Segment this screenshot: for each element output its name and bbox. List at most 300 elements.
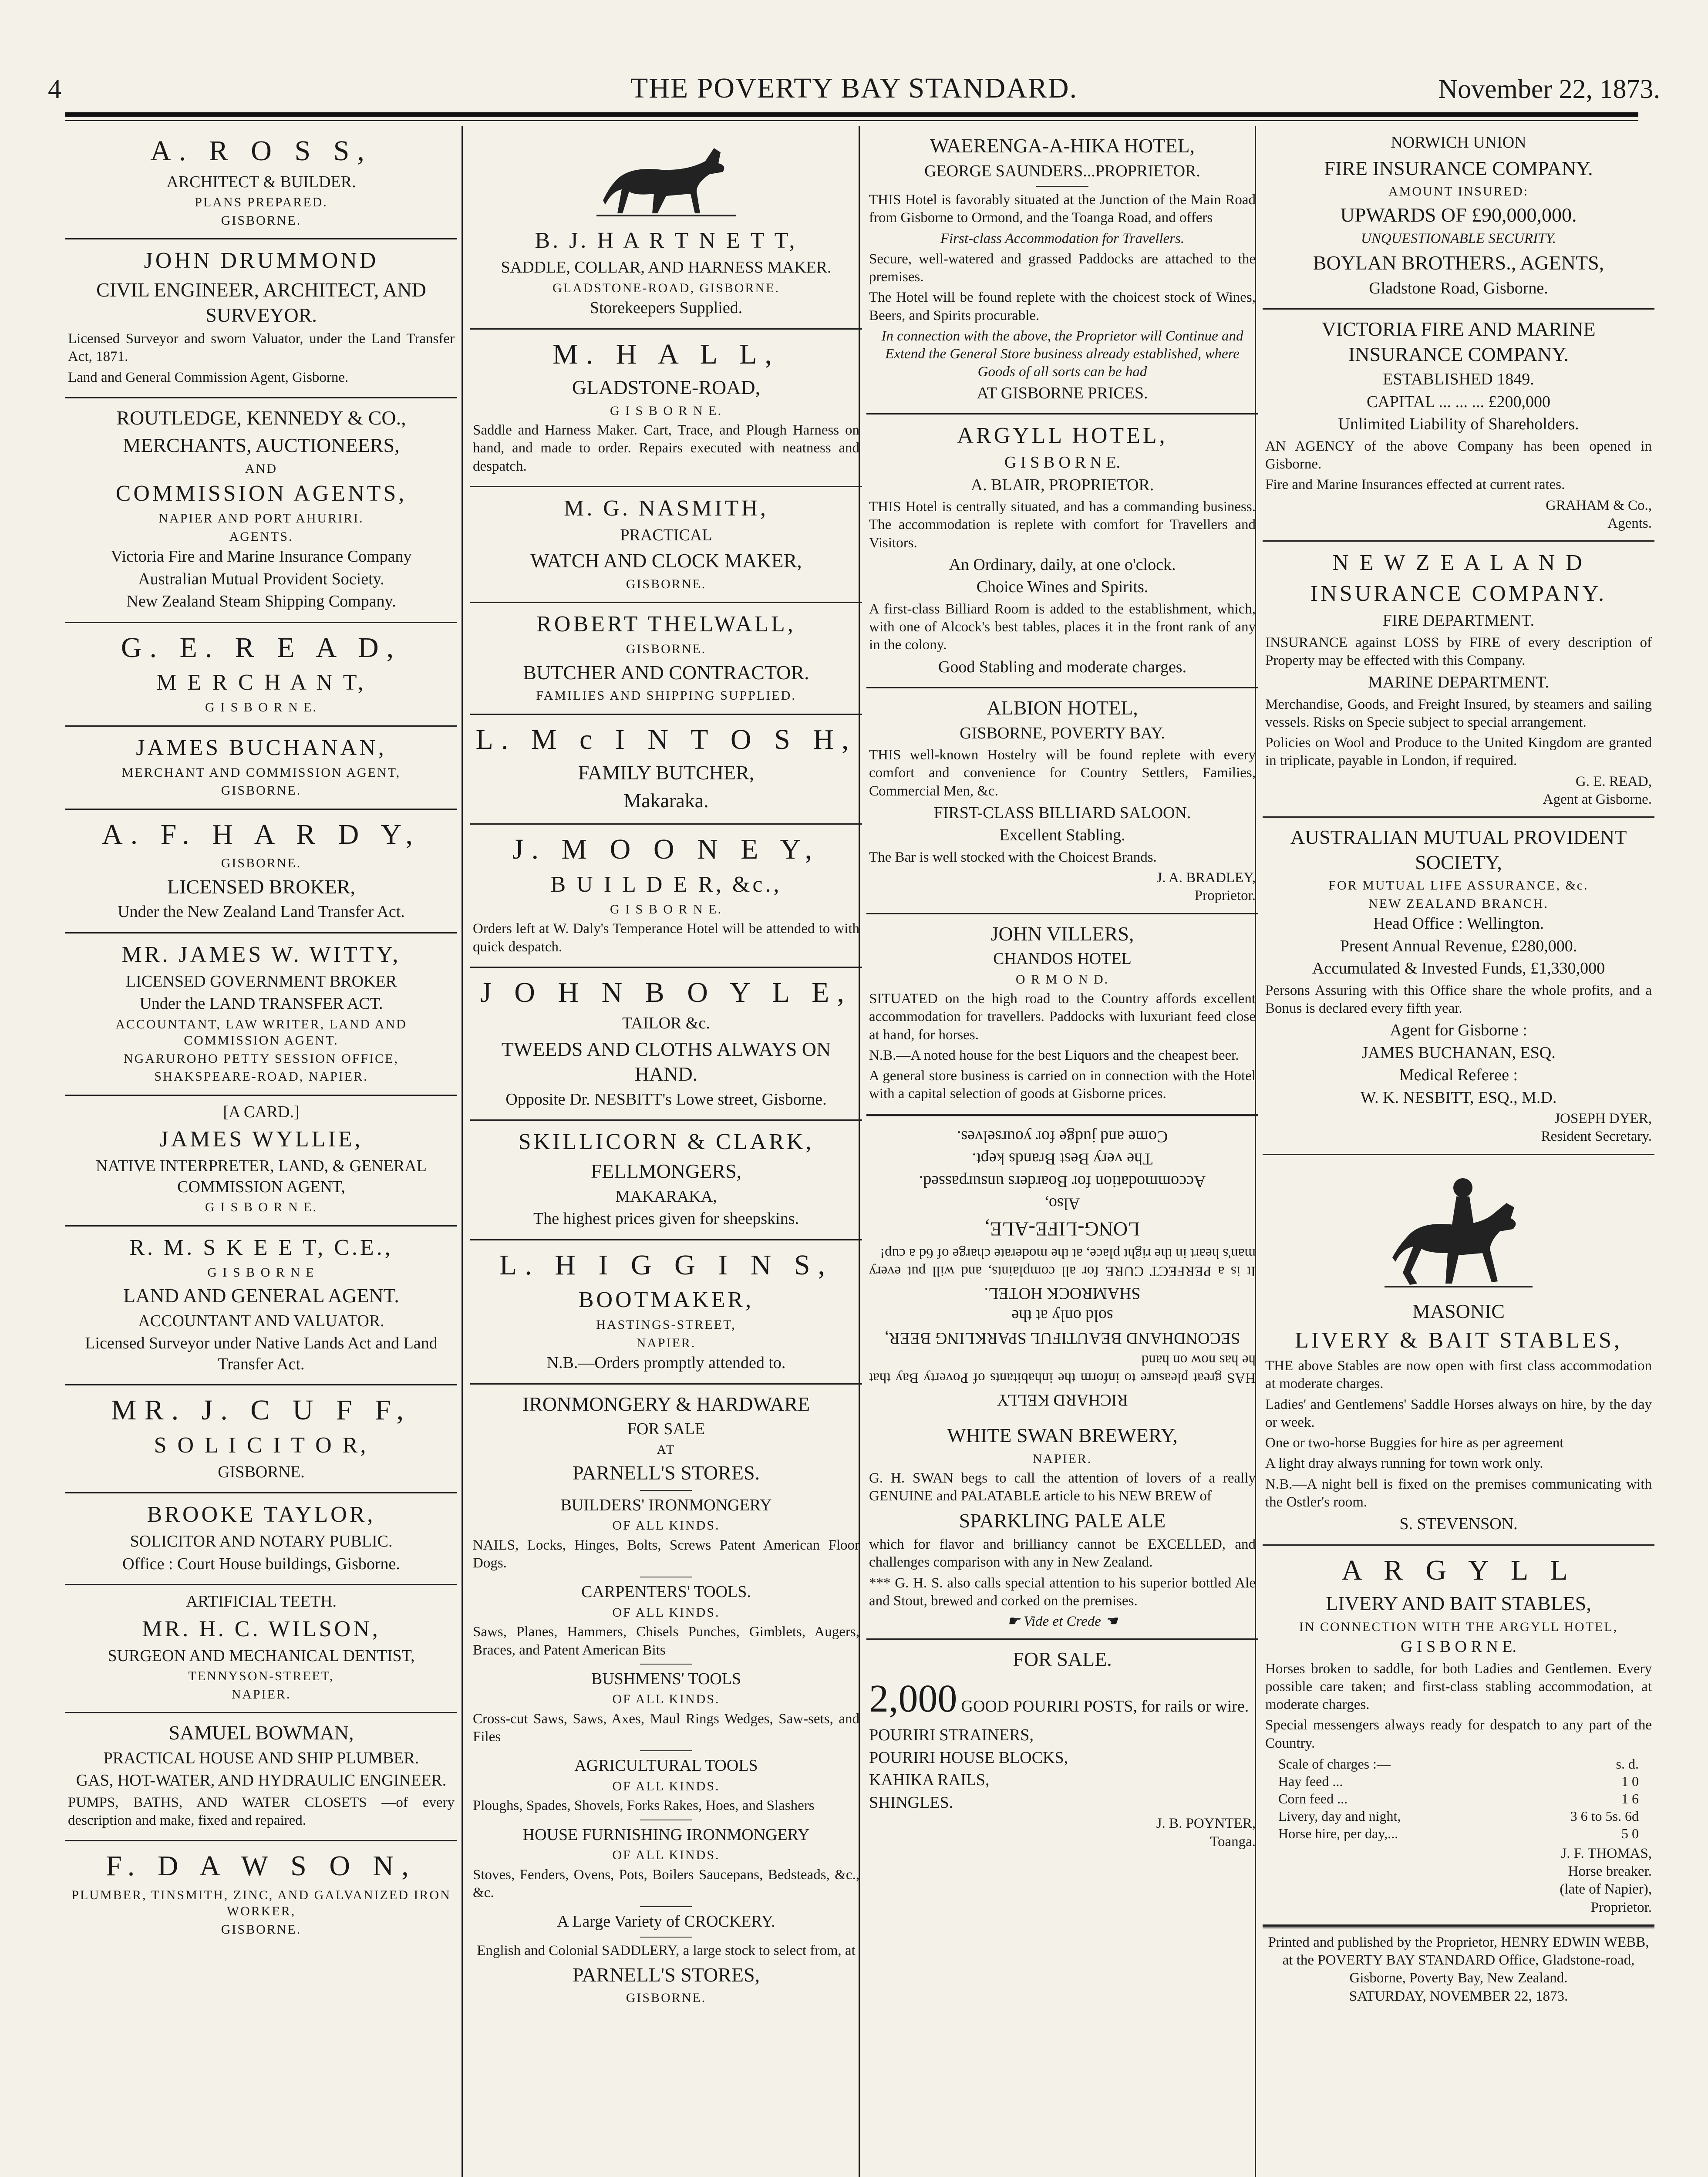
- ad-thelwall: [470, 603, 862, 715]
- ad-line: FELLMONGERS,: [590, 1160, 742, 1183]
- ad-body: Special messengers always ready for despatch to any part of the Country.: [1265, 1717, 1652, 1751]
- fee-label: Scale of charges :—: [1278, 1756, 1391, 1772]
- ad-title: R. M. S K E E T, C.E.,: [129, 1235, 393, 1260]
- ad-boyle: [470, 968, 862, 1121]
- ad-line: LIVERY AND BAIT STABLES,: [1326, 1592, 1591, 1614]
- ad-line: BUILDERS' IRONMONGERY: [560, 1496, 772, 1514]
- ad-body: Persons Assuring with this Office share the whole profits, and a Bonus is declared every fifth year.: [1265, 982, 1652, 1016]
- ad-hall: [470, 330, 862, 487]
- ad-line: FAMILY BUTCHER,: [578, 762, 755, 784]
- ad-line: ACCOUNTANT, LAW WRITER, LAND AND COMMISSION AGENT.: [115, 1017, 407, 1048]
- ad-signature: J. F. THOMAS,: [1561, 1845, 1652, 1861]
- ad-witty: [65, 933, 457, 1096]
- ad-line: Choice Wines and Spirits.: [976, 578, 1149, 596]
- ad-body: A light dray always running for town work only.: [1265, 1456, 1543, 1472]
- ad-line: ARTIFICIAL TEETH.: [185, 1592, 337, 1611]
- ad-line: BOYLAN BROTHERS., AGENTS,: [1313, 252, 1604, 274]
- fee-row: [1278, 1807, 1639, 1825]
- ad-line: The highest prices given for sheepskins.: [533, 1210, 799, 1228]
- ad-mooney: [470, 825, 862, 968]
- ad-white-swan: [866, 1416, 1258, 1640]
- ad-line: N.B.—Orders promptly attended to.: [546, 1354, 786, 1372]
- fee-row: [1278, 1773, 1639, 1790]
- ad-kelly-upside-down: [866, 1115, 1258, 1416]
- ad-body: A general store business is carried on in connection with the Hotel with a capital selection of goods at Gisborne prices.: [869, 1068, 1256, 1102]
- ad-line: PLUMBER, TINSMITH, ZINC, AND GALVANIZED IRON WORKER,: [71, 1887, 451, 1919]
- ad-line: Victoria Fire and Marine Insurance Company: [111, 547, 412, 566]
- ad-body: THIS well-known Hostelry will be found replete with every comfort and convenience for Country Settlers, Families, Commercial Men, &c.: [869, 747, 1256, 799]
- ad-line: TAILOR &c.: [622, 1014, 710, 1033]
- ad-line: Accommodation for Boarders unsurpassed.: [919, 1172, 1206, 1190]
- ad-line: MARINE DEPARTMENT.: [1368, 673, 1549, 691]
- motto: [869, 1613, 1256, 1631]
- ad-body: Policies on Wool and Produce to the United Kingdom are granted in triplicate, payable in London, if required.: [1265, 735, 1652, 769]
- ad-mcintosh: [470, 715, 862, 825]
- ad-argyll-hotel: [866, 415, 1258, 688]
- ad-signature: G. E. READ,: [1575, 773, 1652, 789]
- ad-line: FIRE DEPARTMENT.: [1382, 611, 1535, 630]
- ad-line: G I S B O R N E: [207, 1265, 315, 1280]
- ad-signature: Proprietor.: [1590, 1899, 1652, 1915]
- ad-line: sold only at the: [1011, 1306, 1113, 1325]
- ad-title: G. E. R E A D,: [121, 631, 402, 664]
- ad-line: PARNELL'S STORES.: [572, 1462, 760, 1484]
- ad-for-sale: [866, 1640, 1258, 1859]
- ad-signature: GRAHAM & Co.,: [1546, 497, 1652, 513]
- ad-title: ARGYLL HOTEL,: [957, 423, 1168, 448]
- ad-line: PRACTICAL HOUSE AND SHIP PLUMBER.: [103, 1749, 419, 1767]
- fee-value: 1 6: [1621, 1790, 1639, 1806]
- divider: [640, 1750, 692, 1751]
- ad-line: MERCHANTS, AUCTIONEERS,: [123, 434, 400, 457]
- ad-body: THIS Hotel is centrally situated, and has a commanding business. The accommodation is replete with comfort for Travellers and Visitors.: [869, 499, 1256, 551]
- ad-line: SURGEON AND MECHANICAL DENTIST,: [108, 1646, 415, 1665]
- ad-body: Merchandise, Goods, and Freight Insured, by steamers and sailing vessels. Risks on Specie subject to special arrangement.: [1265, 696, 1652, 730]
- ad-body: AN AGENCY of the above Company has been opened in Gisborne.: [1265, 438, 1652, 472]
- ad-line: WATCH AND CLOCK MAKER,: [530, 549, 802, 572]
- ad-line: NGARUROHO PETTY SESSION OFFICE,: [124, 1051, 399, 1066]
- ad-wyllie: [65, 1096, 457, 1227]
- ad-title: IRONMONGERY & HARDWARE: [522, 1392, 810, 1415]
- ad-line: ACCOUNTANT AND VALUATOR.: [138, 1311, 384, 1330]
- ad-line: S O L I C I T O R,: [154, 1432, 369, 1458]
- ad-title: ROBERT THELWALL,: [536, 612, 796, 637]
- ad-hardy: [65, 810, 457, 933]
- ad-body: It is a PERFECT CURE for all complaints, and will put every man's heart in the right place, at the moderate charge of 6d a cup!: [869, 1245, 1256, 1279]
- ad-line: COMMISSION AGENTS,: [115, 481, 407, 506]
- ad-line: TWEEDS AND CLOTHS ALWAYS ON HAND.: [501, 1038, 831, 1085]
- ad-line: SOLICITOR AND NOTARY PUBLIC.: [130, 1532, 393, 1551]
- ad-line: GLADSTONE-ROAD,: [572, 376, 761, 398]
- fee-label: Hay feed ...: [1278, 1773, 1343, 1789]
- ad-body: INSURANCE against LOSS by FIRE of every description of Property may be effected with this Company.: [1265, 634, 1652, 668]
- ad-body: G. H. SWAN begs to call the attention of lovers of a really GENUINE and PALATABLE article to his NEW BREW of: [869, 1470, 1256, 1504]
- ad-line: LAND AND GENERAL AGENT.: [123, 1284, 399, 1307]
- ad-line: G I S B O R N E.: [1004, 453, 1121, 472]
- ad-line: Medical Referee :: [1399, 1066, 1518, 1084]
- ad-line: TENNYSON-STREET,: [188, 1669, 334, 1684]
- ad-line: PRACTICAL: [620, 526, 712, 544]
- fee-label: Livery, day and night,: [1278, 1808, 1401, 1824]
- column-1: [65, 126, 457, 2177]
- ad-line: NAPIER AND PORT AHURIRI.: [158, 511, 364, 526]
- ad-wilson: [65, 1585, 457, 1713]
- ad-line: FIRST-CLASS BILLIARD SALOON.: [933, 803, 1191, 822]
- ad-body: Ploughs, Spades, Shovels, Forks Rakes, Hoes, and Slashers: [473, 1798, 815, 1814]
- ad-body: Fire and Marine Insurances effected at current rates.: [1265, 477, 1565, 493]
- ad-hartnett: [470, 126, 862, 330]
- ad-title: ALBION HOTEL,: [987, 697, 1138, 719]
- ad-title: SAMUEL BOWMAN,: [168, 1722, 354, 1744]
- ad-title: JOHN VILLERS,: [990, 922, 1134, 945]
- fee-label: Corn feed ...: [1278, 1790, 1348, 1806]
- ad-norwich: [1263, 126, 1654, 310]
- page-number: 4: [48, 74, 61, 104]
- sale-quantity: 2,000: [869, 1677, 957, 1720]
- ad-line: GISBORNE.: [626, 1991, 707, 2005]
- ad-line: GISBORNE.: [626, 642, 707, 657]
- ad-line: M E R C H A N T,: [156, 670, 366, 695]
- ad-line: AGENTS.: [229, 529, 293, 544]
- ad-title: MR. JAMES W. WITTY,: [121, 942, 401, 967]
- ad-line: FAMILIES AND SHIPPING SUPPLIED.: [536, 688, 796, 703]
- ad-line: MERCHANT AND COMMISSION AGENT,: [121, 765, 401, 780]
- ad-line: AMOUNT INSURED:: [1388, 184, 1529, 199]
- ad-line: A. BLAIR, PROPRIETOR.: [970, 475, 1154, 494]
- ad-body: N.B.—A night bell is fixed on the premises communicating with the Ostler's room.: [1265, 1476, 1652, 1510]
- ad-line: GISBORNE.: [221, 783, 302, 798]
- ad-argyll-stables: [1263, 1546, 1654, 1926]
- ad-waerenga: [866, 126, 1258, 415]
- ad-signature: S. STEVENSON.: [1399, 1515, 1518, 1533]
- ad-read: [65, 623, 457, 727]
- fee-row: [1278, 1790, 1639, 1807]
- ad-body: Land and General Commission Agent, Gisborne.: [68, 369, 349, 385]
- fee-value: s. d.: [1616, 1756, 1639, 1772]
- sale-item: SHINGLES.: [869, 1793, 953, 1812]
- ad-line: Opposite Dr. NESBITT's Lowe street, Gisborne.: [505, 1090, 827, 1109]
- ad-body: SITUATED on the high road to the Country affords excellent accommodation for travellers. Paddocks with luxuriant feed close at hand, for horses.: [869, 991, 1256, 1043]
- ad-line: GISBORNE.: [218, 1463, 305, 1481]
- ad-parnell: [470, 1385, 862, 2016]
- ad-title: M. H A L L,: [552, 338, 780, 370]
- ad-line: NAPIER.: [1032, 1451, 1092, 1466]
- sale-item: POURIRI STRAINERS,: [869, 1726, 1034, 1745]
- ad-line: G I S B O R N E.: [205, 1200, 317, 1215]
- ad-line: The very Best Brands kept.: [972, 1149, 1153, 1168]
- ad-title: WHITE SWAN BREWERY,: [947, 1424, 1178, 1446]
- ad-line: GISBORNE.: [221, 856, 302, 871]
- ad-line: SPARKLING PALE ALE: [959, 1509, 1166, 1532]
- imprint-date: SATURDAY, NOVEMBER 22, 1873.: [1349, 1988, 1568, 2004]
- ad-line: GEORGE SAUNDERS...PROPRIETOR.: [924, 162, 1200, 180]
- ad-line: Good Stabling and moderate charges.: [938, 657, 1187, 676]
- ad-title: JAMES WYLLIE,: [159, 1127, 363, 1152]
- ad-skeet: [65, 1227, 457, 1386]
- ad-line: Present Annual Revenue, £280,000.: [1340, 937, 1577, 955]
- ad-line: ARCHITECT & BUILDER.: [166, 172, 356, 191]
- column-divider: [462, 126, 463, 2177]
- ad-title: MR. J. C U F F,: [111, 1394, 412, 1426]
- ad-dawson: [65, 1841, 457, 1947]
- ad-body: The Hotel will be found replete with the choicest stock of Wines, Beers, and Spirits procurable.: [869, 290, 1256, 324]
- ad-line: AT GISBORNE PRICES.: [977, 384, 1148, 402]
- ad-signature: J. A. BRADLEY,: [1156, 870, 1256, 886]
- ad-line: GISBORNE, POVERTY BAY.: [960, 724, 1165, 742]
- ad-title: F. D A W S O N,: [106, 1850, 417, 1882]
- ad-body: Ladies' and Gentlemens' Saddle Horses always on hire, by the day or week.: [1265, 1396, 1652, 1430]
- ad-line: NAPIER.: [231, 1687, 291, 1702]
- ad-line: Licensed Surveyor under Native Lands Act and Land Transfer Act.: [85, 1334, 438, 1373]
- ad-line: GISBORNE.: [221, 213, 302, 228]
- ad-line: OF ALL KINDS.: [612, 1848, 720, 1862]
- ad-line: A Large Variety of CROCKERY.: [557, 1912, 775, 1931]
- ad-buchanan: [65, 727, 457, 810]
- ad-line: An Ordinary, daily, at one o'clock.: [949, 555, 1176, 574]
- ad-body: *** G. H. S. also calls special attention to his superior bottled Ale and Stout, brewed and corked on the premises.: [869, 1575, 1256, 1609]
- ad-line: Agent for Gisborne :: [1390, 1021, 1527, 1039]
- ad-line: ESTABLISHED 1849.: [1383, 370, 1534, 389]
- ad-title: WAERENGA-A-HIKA HOTEL,: [930, 135, 1195, 157]
- ad-line: SADDLE, COLLAR, AND HARNESS MAKER.: [501, 258, 832, 276]
- ad-line: CIVIL ENGINEER, ARCHITECT, AND SURVEYOR.: [96, 279, 426, 326]
- fee-row: [1278, 1755, 1639, 1773]
- ad-body: Secure, well-watered and grassed Paddocks are attached to the premises.: [869, 251, 1256, 285]
- ad-line: OF ALL KINDS.: [612, 1692, 720, 1707]
- ad-amp-society: [1263, 818, 1654, 1155]
- ad-line: NAPIER.: [636, 1335, 696, 1350]
- ad-line: G I S B O R N E.: [610, 403, 722, 418]
- ad-body: A first-class Billiard Room is added to the establishment, which, with one of Alcock's best tables, places it in the front rank of any in the colony.: [869, 601, 1256, 653]
- ad-line: Come and judge for yourselves.: [957, 1127, 1168, 1146]
- divider: [640, 1937, 692, 1938]
- ad-body: N.B.—A noted house for the best Liquors and the cheapest beer.: [869, 1047, 1239, 1063]
- ad-body: One or two-horse Buggies for hire as per agreement: [1265, 1435, 1564, 1451]
- ad-title: SKILLICORN & CLARK,: [518, 1129, 814, 1155]
- ad-line: BOOTMAKER,: [578, 1287, 754, 1313]
- ad-line: BUTCHER AND CONTRACTOR.: [523, 661, 809, 684]
- ad-title: B. J. H A R T N E T T,: [535, 228, 798, 253]
- ad-line: INSURANCE COMPANY.: [1310, 581, 1607, 606]
- ad-routledge: [65, 398, 457, 623]
- ad-signature: JOSEPH DYER,: [1554, 1111, 1652, 1126]
- sale-item: KAHIKA RAILS,: [869, 1771, 990, 1789]
- ad-line: AGRICULTURAL TOOLS: [574, 1756, 758, 1775]
- ad-line: MAKARAKA,: [615, 1187, 717, 1206]
- ad-bowman: [65, 1713, 457, 1841]
- ad-signature: Toanga.: [1210, 1833, 1256, 1850]
- ad-line: JAMES BUCHANAN, ESQ.: [1361, 1043, 1556, 1062]
- ad-title: VICTORIA FIRE AND MARINE INSURANCE COMPANY.: [1321, 318, 1596, 365]
- ad-signature: Horse breaker.: [1568, 1864, 1652, 1879]
- ad-line: BUSHMENS' TOOLS: [591, 1669, 741, 1688]
- ad-line: In connection with the above, the Proprietor will Continue and Extend the General Store business already established, where Goods of all sorts can be had: [881, 328, 1243, 380]
- ad-line: B U I L D E R, &c.,: [550, 872, 782, 897]
- ad-line: First-class Accommodation for Travellers.: [940, 230, 1185, 246]
- fee-value: 3 6 to 5s. 6d: [1570, 1808, 1639, 1824]
- ad-title: N E W Z E A L A N D: [1332, 550, 1585, 575]
- ad-line: G I S B O R N E.: [205, 700, 317, 715]
- divider: [640, 1906, 692, 1907]
- ad-line: LONG-LIFE-ALE,: [984, 1218, 1140, 1240]
- ad-line: G I S B O R N E.: [1400, 1638, 1517, 1656]
- ad-title: JAMES BUCHANAN,: [136, 735, 387, 760]
- ad-title: A. F. H A R D Y,: [101, 818, 421, 850]
- ad-albion: [866, 688, 1258, 914]
- horse-icon: [588, 135, 745, 222]
- ad-body: THIS Hotel is favorably situated at the Junction of the Main Road from Gisborne to Ormond, and the Toanga Road, and offers: [869, 192, 1256, 226]
- ad-nz-insurance: [1263, 542, 1654, 818]
- ad-higgins: [470, 1240, 862, 1385]
- ad-body: Cross-cut Saws, Saws, Axes, Maul Rings Wedges, Saw-sets, and Files: [473, 1711, 859, 1745]
- ad-body: Saws, Planes, Hammers, Chisels Punches, Gimblets, Augers, Braces, and Patent American Bits: [473, 1624, 859, 1658]
- ad-title: ROUTLEDGE, KENNEDY & CO.,: [116, 406, 406, 429]
- ad-body: PUMPS, BATHS, AND WATER CLOSETS —of every description and make, fixed and repaired.: [68, 1794, 455, 1828]
- ad-body: Horses broken to saddle, for both Ladies and Gentlemen. Every possible care taken; and first-class stabling accommodation, at moderate charges.: [1265, 1661, 1652, 1712]
- ad-title: A R G Y L L: [1341, 1554, 1576, 1586]
- ad-cuff: [65, 1385, 457, 1493]
- ad-line: NATIVE INTERPRETER, LAND, & GENERAL COMMISSION AGENT,: [96, 1157, 427, 1196]
- ad-line: GOOD POURIRI POSTS, for rails or wire.: [961, 1697, 1249, 1715]
- divider: [640, 1664, 692, 1665]
- ad-masonic-stables: [1263, 1155, 1654, 1546]
- ad-title: MR. H. C. WILSON,: [142, 1616, 381, 1641]
- ad-body: Licensed Surveyor and sworn Valuator, under the Land Transfer Act, 1871.: [68, 331, 455, 365]
- ad-signature: Resident Secretary.: [1541, 1129, 1652, 1145]
- issue-date: November 22, 1873.: [1438, 74, 1660, 104]
- ad-title: L. M c I N T O S H,: [475, 723, 857, 755]
- ad-villers: [866, 914, 1258, 1115]
- sale-lead: [869, 1675, 1256, 1724]
- ad-line: OF ALL KINDS.: [612, 1779, 720, 1793]
- ad-title: L. H I G G I N S,: [499, 1249, 833, 1281]
- ad-line: Unlimited Liability of Shareholders.: [1338, 415, 1579, 434]
- imprint-text: Printed and published by the Proprietor, HENRY EDWIN WEBB, at the POVERTY BAY STANDARD Office, Gladstone-road, Gisborne, Poverty Bay, New Zealand.: [1268, 1934, 1649, 1986]
- ad-title: J. M O O N E Y,: [512, 833, 820, 866]
- ad-line: PARNELL'S STORES,: [572, 1963, 760, 1986]
- ad-line: W. K. NESBITT, ESQ., M.D.: [1360, 1088, 1557, 1107]
- ad-line: LICENSED BROKER,: [167, 875, 355, 898]
- ad-title: J O H N B O Y L E,: [480, 976, 852, 1008]
- masthead: [35, 65, 1673, 113]
- ad-line: OF ALL KINDS.: [612, 1518, 720, 1533]
- ad-title: FIRE INSURANCE COMPANY.: [1324, 157, 1593, 179]
- fee-value: 5 0: [1621, 1825, 1639, 1841]
- ad-ross: [65, 126, 457, 239]
- fee-table: [1278, 1755, 1639, 1842]
- column-4: [1263, 126, 1654, 2177]
- ad-line: PLANS PREPARED.: [195, 195, 328, 209]
- ad-line: GLADSTONE-ROAD, GISBORNE.: [552, 280, 780, 295]
- fee-row: [1278, 1825, 1639, 1842]
- masthead-rule-thin: [65, 120, 1638, 121]
- ad-signature: Agents.: [1607, 515, 1652, 531]
- ad-line: CHANDOS HOTEL: [993, 950, 1132, 968]
- ad-signature: (late of Napier),: [1560, 1881, 1652, 1897]
- ad-line: GISBORNE.: [221, 1922, 302, 1937]
- ad-line: Also,: [1044, 1194, 1080, 1213]
- ad-line: Under the LAND TRANSFER ACT.: [139, 994, 383, 1013]
- ad-line: Under the New Zealand Land Transfer Act.: [118, 903, 405, 921]
- ad-body: Stoves, Fenders, Ovens, Pots, Boilers Saucepans, Bedsteads, &c., &c.: [473, 1867, 859, 1901]
- ad-title: LIVERY & BAIT STABLES,: [1295, 1328, 1622, 1353]
- ad-line: O R M O N D.: [1015, 972, 1109, 987]
- motto-text: Vide et Crede: [1024, 1614, 1101, 1629]
- ad-body: NAILS, Locks, Hinges, Bolts, Screws Patent American Floor Dogs.: [473, 1537, 859, 1571]
- ad-title: M. G. NASMITH,: [564, 495, 768, 521]
- ad-body: which for flavor and brilliancy cannot be EXCELLED, and challenges comparison with any in New Zealand.: [869, 1537, 1256, 1570]
- fee-label: Horse hire, per day,...: [1278, 1825, 1398, 1841]
- ad-title: FOR SALE.: [1013, 1648, 1112, 1671]
- ad-body: THE above Stables are now open with first class accommodation at moderate charges.: [1265, 1358, 1652, 1392]
- ad-line: Accumulated & Invested Funds, £1,330,000: [1312, 959, 1605, 977]
- ad-line: MASONIC: [1412, 1300, 1505, 1322]
- ad-line: IN CONNECTION WITH THE ARGYLL HOTEL,: [1299, 1619, 1618, 1634]
- ad-line: Makaraka.: [623, 789, 709, 812]
- ad-line: Storekeepers Supplied.: [590, 299, 743, 317]
- ad-taylor: [65, 1493, 457, 1585]
- pointing-hand-icon: ☛: [1007, 1614, 1024, 1629]
- ad-line: UPWARDS OF £90,000,000.: [1340, 203, 1577, 226]
- ad-title: RICHARD KELLY: [997, 1391, 1128, 1409]
- fee-value: 1 0: [1621, 1773, 1639, 1789]
- printer-imprint: [1263, 1926, 1654, 2011]
- ad-line: AT: [657, 1442, 676, 1457]
- ad-signature: Proprietor.: [1194, 888, 1256, 904]
- column-3: [866, 126, 1258, 2177]
- ad-line: HASTINGS-STREET,: [596, 1318, 736, 1332]
- ad-line: AND: [245, 461, 277, 476]
- divider: [640, 1490, 692, 1491]
- rider-on-horse-icon: [1376, 1164, 1541, 1294]
- ad-line: New Zealand Steam Shipping Company.: [126, 592, 396, 611]
- ad-line: FOR SALE: [627, 1420, 705, 1439]
- ad-line: NEW ZEALAND BRANCH.: [1368, 896, 1549, 911]
- sale-item: POURIRI HOUSE BLOCKS,: [869, 1748, 1068, 1767]
- ad-line: UNQUESTIONABLE SECURITY.: [1361, 231, 1556, 246]
- ad-line: Excellent Stabling.: [999, 826, 1125, 845]
- ad-skillicorn: [470, 1121, 862, 1240]
- ad-line: SHAMROCK HOTEL.: [984, 1284, 1141, 1302]
- ad-line: Australian Mutual Provident Society.: [138, 570, 384, 588]
- ad-title: A. R O S S,: [150, 135, 372, 167]
- ad-nasmith: [470, 487, 862, 603]
- ad-line: OF ALL KINDS.: [612, 1605, 720, 1620]
- ad-line: SHAKSPEARE-ROAD, NAPIER.: [154, 1069, 368, 1084]
- divider: [1036, 186, 1088, 187]
- ad-line: [A CARD.]: [223, 1102, 300, 1121]
- column-2: [470, 126, 862, 2177]
- ad-line: CAPITAL ... ... ... £200,000: [1367, 392, 1550, 411]
- ad-line: Gladstone Road, Gisborne.: [1369, 279, 1548, 297]
- ad-line: Head Office : Wellington.: [1373, 914, 1544, 933]
- ad-line: GAS, HOT-WATER, AND HYDRAULIC ENGINEER.: [76, 1771, 447, 1790]
- ad-body: Orders left at W. Daly's Temperance Hotel will be attended to with quick despatch.: [473, 921, 859, 955]
- ad-body: HAS great pleasure to inform the inhabitants of Poverty Bay that he has now on hand: [869, 1352, 1256, 1386]
- ad-victoria: [1263, 310, 1654, 542]
- ad-line: SECONDHAND BEAUTIFUL SPARKLING BEER,: [884, 1329, 1240, 1347]
- ad-line: GISBORNE.: [626, 576, 707, 591]
- ad-line: NORWICH UNION: [1391, 133, 1526, 152]
- ad-signature: Agent at Gisborne.: [1543, 791, 1652, 807]
- ad-drummond: [65, 239, 457, 398]
- ad-line: HOUSE FURNISHING IRONMONGERY: [522, 1825, 810, 1844]
- ad-title: JOHN DRUMMOND: [144, 248, 379, 273]
- pointing-hand-icon: ☚: [1101, 1614, 1118, 1629]
- ad-body: English and Colonial SADDLERY, a large stock to select from, at: [477, 1942, 856, 1958]
- ad-line: G I S B O R N E.: [610, 902, 722, 917]
- ad-body: The Bar is well stocked with the Choicest Brands.: [869, 849, 1157, 865]
